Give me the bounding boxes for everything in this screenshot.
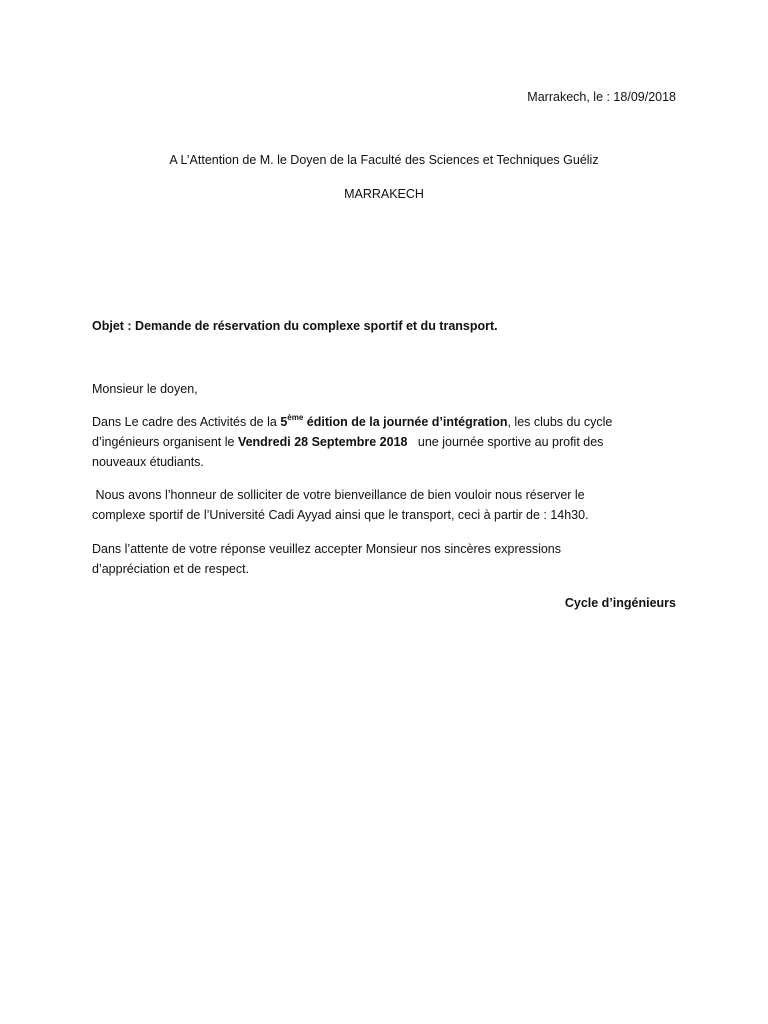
paragraph-request (92, 485, 682, 525)
text-run: , les clubs du cycle (507, 415, 613, 429)
paragraph-line: complexe sportif de l’Université Cadi Ayyad ainsi que le transport, ceci à partir de : 14h30. (92, 508, 589, 522)
edition-superscript: ème (287, 413, 304, 422)
paragraph-event (92, 412, 682, 472)
paragraph-line: nouveaux étudiants. (92, 455, 204, 469)
text-run: une journée sportive au profit des (407, 435, 604, 449)
paragraph-line: Dans l’attente de votre réponse veuillez accepter Monsieur nos sincères expressions (92, 542, 561, 556)
text-run: Dans Le cadre des Activités de la (92, 415, 281, 429)
salutation: Monsieur le doyen, (92, 382, 198, 396)
date-line: Marrakech, le : 18/09/2018 (527, 90, 676, 104)
paragraph-closing (92, 539, 682, 579)
signature: Cycle d’ingénieurs (564, 596, 676, 610)
text-run: d’ingénieurs organisent le (92, 435, 238, 449)
recipient-line: A L’Attention de M. le Doyen de la Faculté des Sciences et Techniques Guéliz (169, 153, 599, 167)
event-date: Vendredi 28 Septembre 2018 (237, 435, 408, 449)
subject-line: Objet : Demande de réservation du complexe sportif et du transport. (92, 319, 498, 333)
edition-number: 5 (280, 415, 288, 429)
paragraph-line (92, 412, 682, 432)
paragraph-line: Nous avons l’honneur de solliciter de votre bienveillance de bien vouloir nous réserver le (92, 488, 585, 502)
edition-text: édition de la journée d’intégration (303, 415, 508, 429)
paragraph-line (92, 432, 682, 452)
recipient-city: MARRAKECH (344, 187, 424, 201)
paragraph-line: d’appréciation et de respect. (92, 562, 250, 576)
